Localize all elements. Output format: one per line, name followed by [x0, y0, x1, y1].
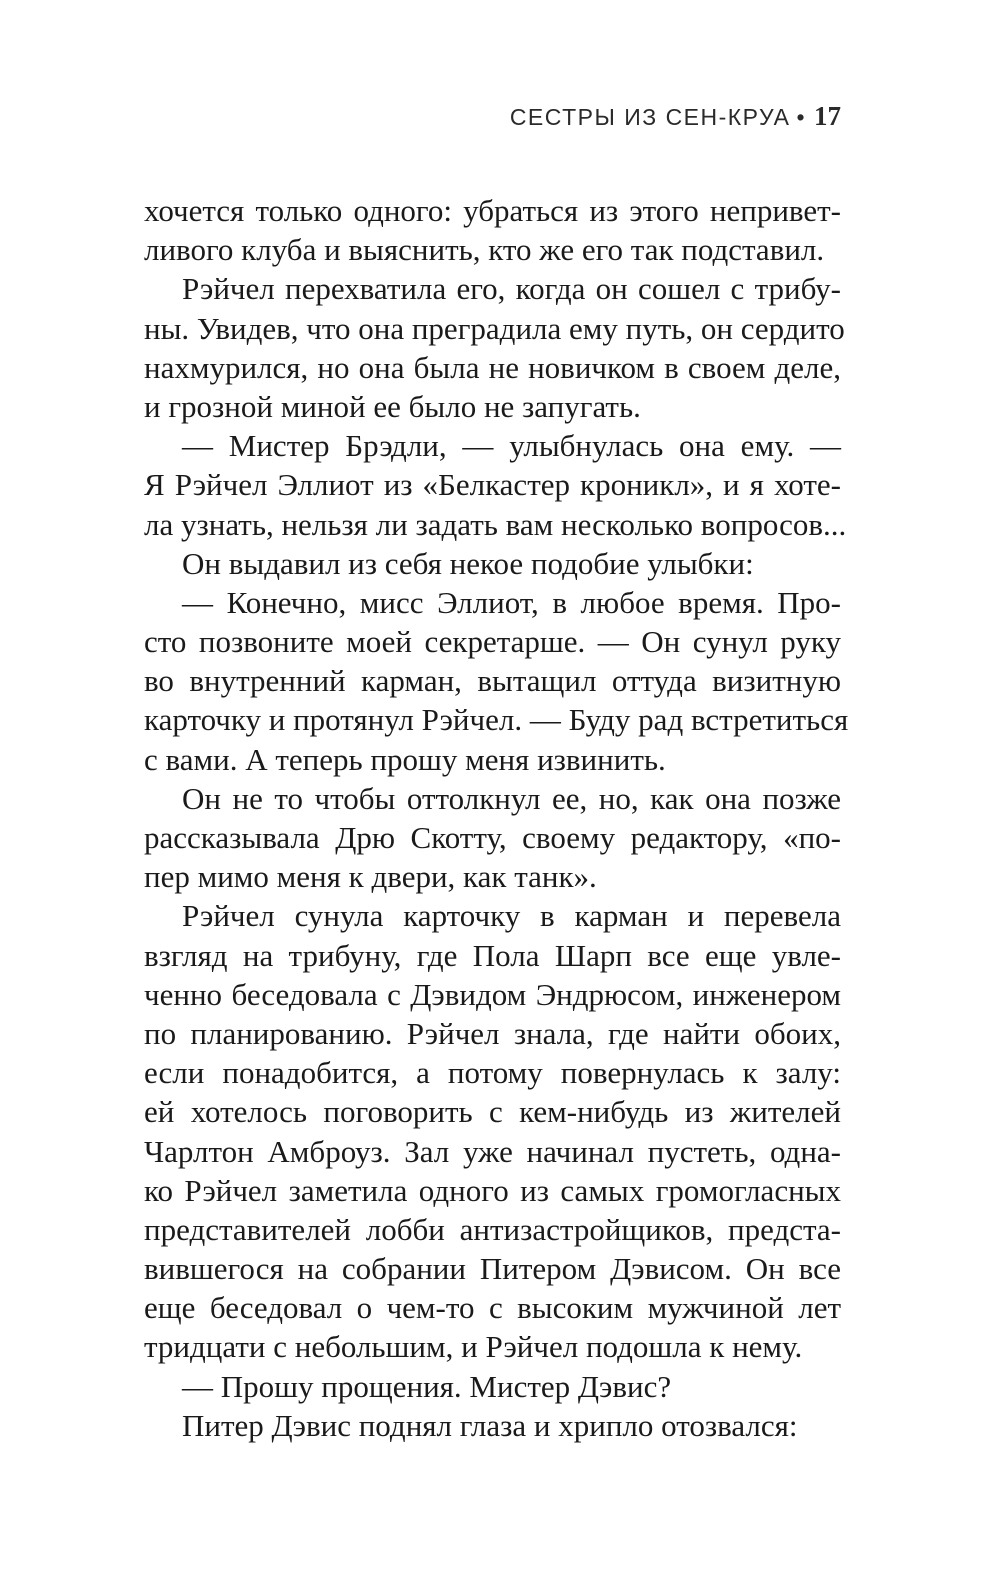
text-line: хочется только одного: убраться из этого непривет- [144, 193, 841, 228]
text-line: и грозной миной ее было не запугать. [144, 388, 641, 424]
text-line: по планированию. Рэйчел знала, где найти обоих, [144, 1015, 841, 1051]
book-title: СЕСТРЫ ИЗ СЕН-КРУА [509, 104, 791, 130]
text-line: ла узнать, нельзя ли задать вам несколько вопросов... [144, 506, 847, 542]
text-line: если понадобится, а потому повернулась к залу: [144, 1055, 841, 1091]
text-line: ченно беседовала с Дэвидом Эндрюсом, инженером [144, 976, 841, 1012]
text-line: Рэйчел перехватила его, когда он сошел с трибу- [182, 271, 841, 307]
text-line: еще беседовал о чем-то с высоким мужчиной лет [144, 1290, 841, 1326]
body-text [144, 191, 849, 1445]
text-line: Чарлтон Амброуз. Зал уже начинал пустеть, одна- [144, 1133, 841, 1169]
text-line: сто позвоните моей секретарше. — Он сунул руку [144, 624, 841, 660]
text-line: взгляд на трибуну, где Пола Шарп все еще увле- [144, 937, 841, 973]
text-line: вившегося на собрании Питером Дэвисом. Он все [144, 1251, 841, 1287]
text-line: Я Рэйчел Эллиот из «Белкастер кроникл», и я хоте- [144, 467, 841, 503]
text-line: ей хотелось поговорить с кем-нибудь из жителей [144, 1094, 841, 1130]
text-line: с вами. А теперь прошу меня извинить. [144, 741, 666, 777]
text-line: — Конечно, мисс Эллиот, в любое время. Про- [182, 584, 841, 620]
text-line: нахмурился, но она была не новичком в своем деле, [144, 349, 841, 385]
text-line: Он не то чтобы оттолкнул ее, но, как она позже [182, 780, 841, 816]
text-line: во внутренний карман, вытащил оттуда визитную [144, 663, 841, 699]
text-line: представителей лобби антизастройщиков, предста- [144, 1211, 841, 1247]
text-line: тридцати с небольшим, и Рэйчел подошла к нему. [144, 1329, 803, 1365]
text-line: карточку и протянул Рэйчел. — Буду рад встретиться [144, 702, 849, 738]
text-line: Он выдавил из себя некое подобие улыбки: [182, 545, 754, 581]
text-line: ко Рэйчел заметила одного из самых громогласных [144, 1172, 841, 1208]
running-head [510, 101, 841, 132]
page-number: 17 [814, 101, 841, 131]
text-line: пер мимо меня к двери, как танк». [144, 859, 597, 895]
text-line: — Мистер Брэдли, — улыбнулась она ему. — [182, 428, 841, 464]
text-line: ливого клуба и выяснить, кто же его так подставил. [144, 232, 825, 268]
text-line: Рэйчел сунула карточку в карман и перевела [182, 898, 841, 934]
text-line: Питер Дэвис поднял глаза и хрипло отозвался: [182, 1407, 798, 1443]
text-line: ны. Увидев, что она преградила ему путь, он сердито [144, 310, 845, 346]
text-line: — Прошу прощения. Мистер Дэвис? [182, 1368, 672, 1404]
header-separator: • [796, 104, 806, 130]
text-line: рассказывала Дрю Скотту, своему редактору, «по- [144, 820, 841, 855]
